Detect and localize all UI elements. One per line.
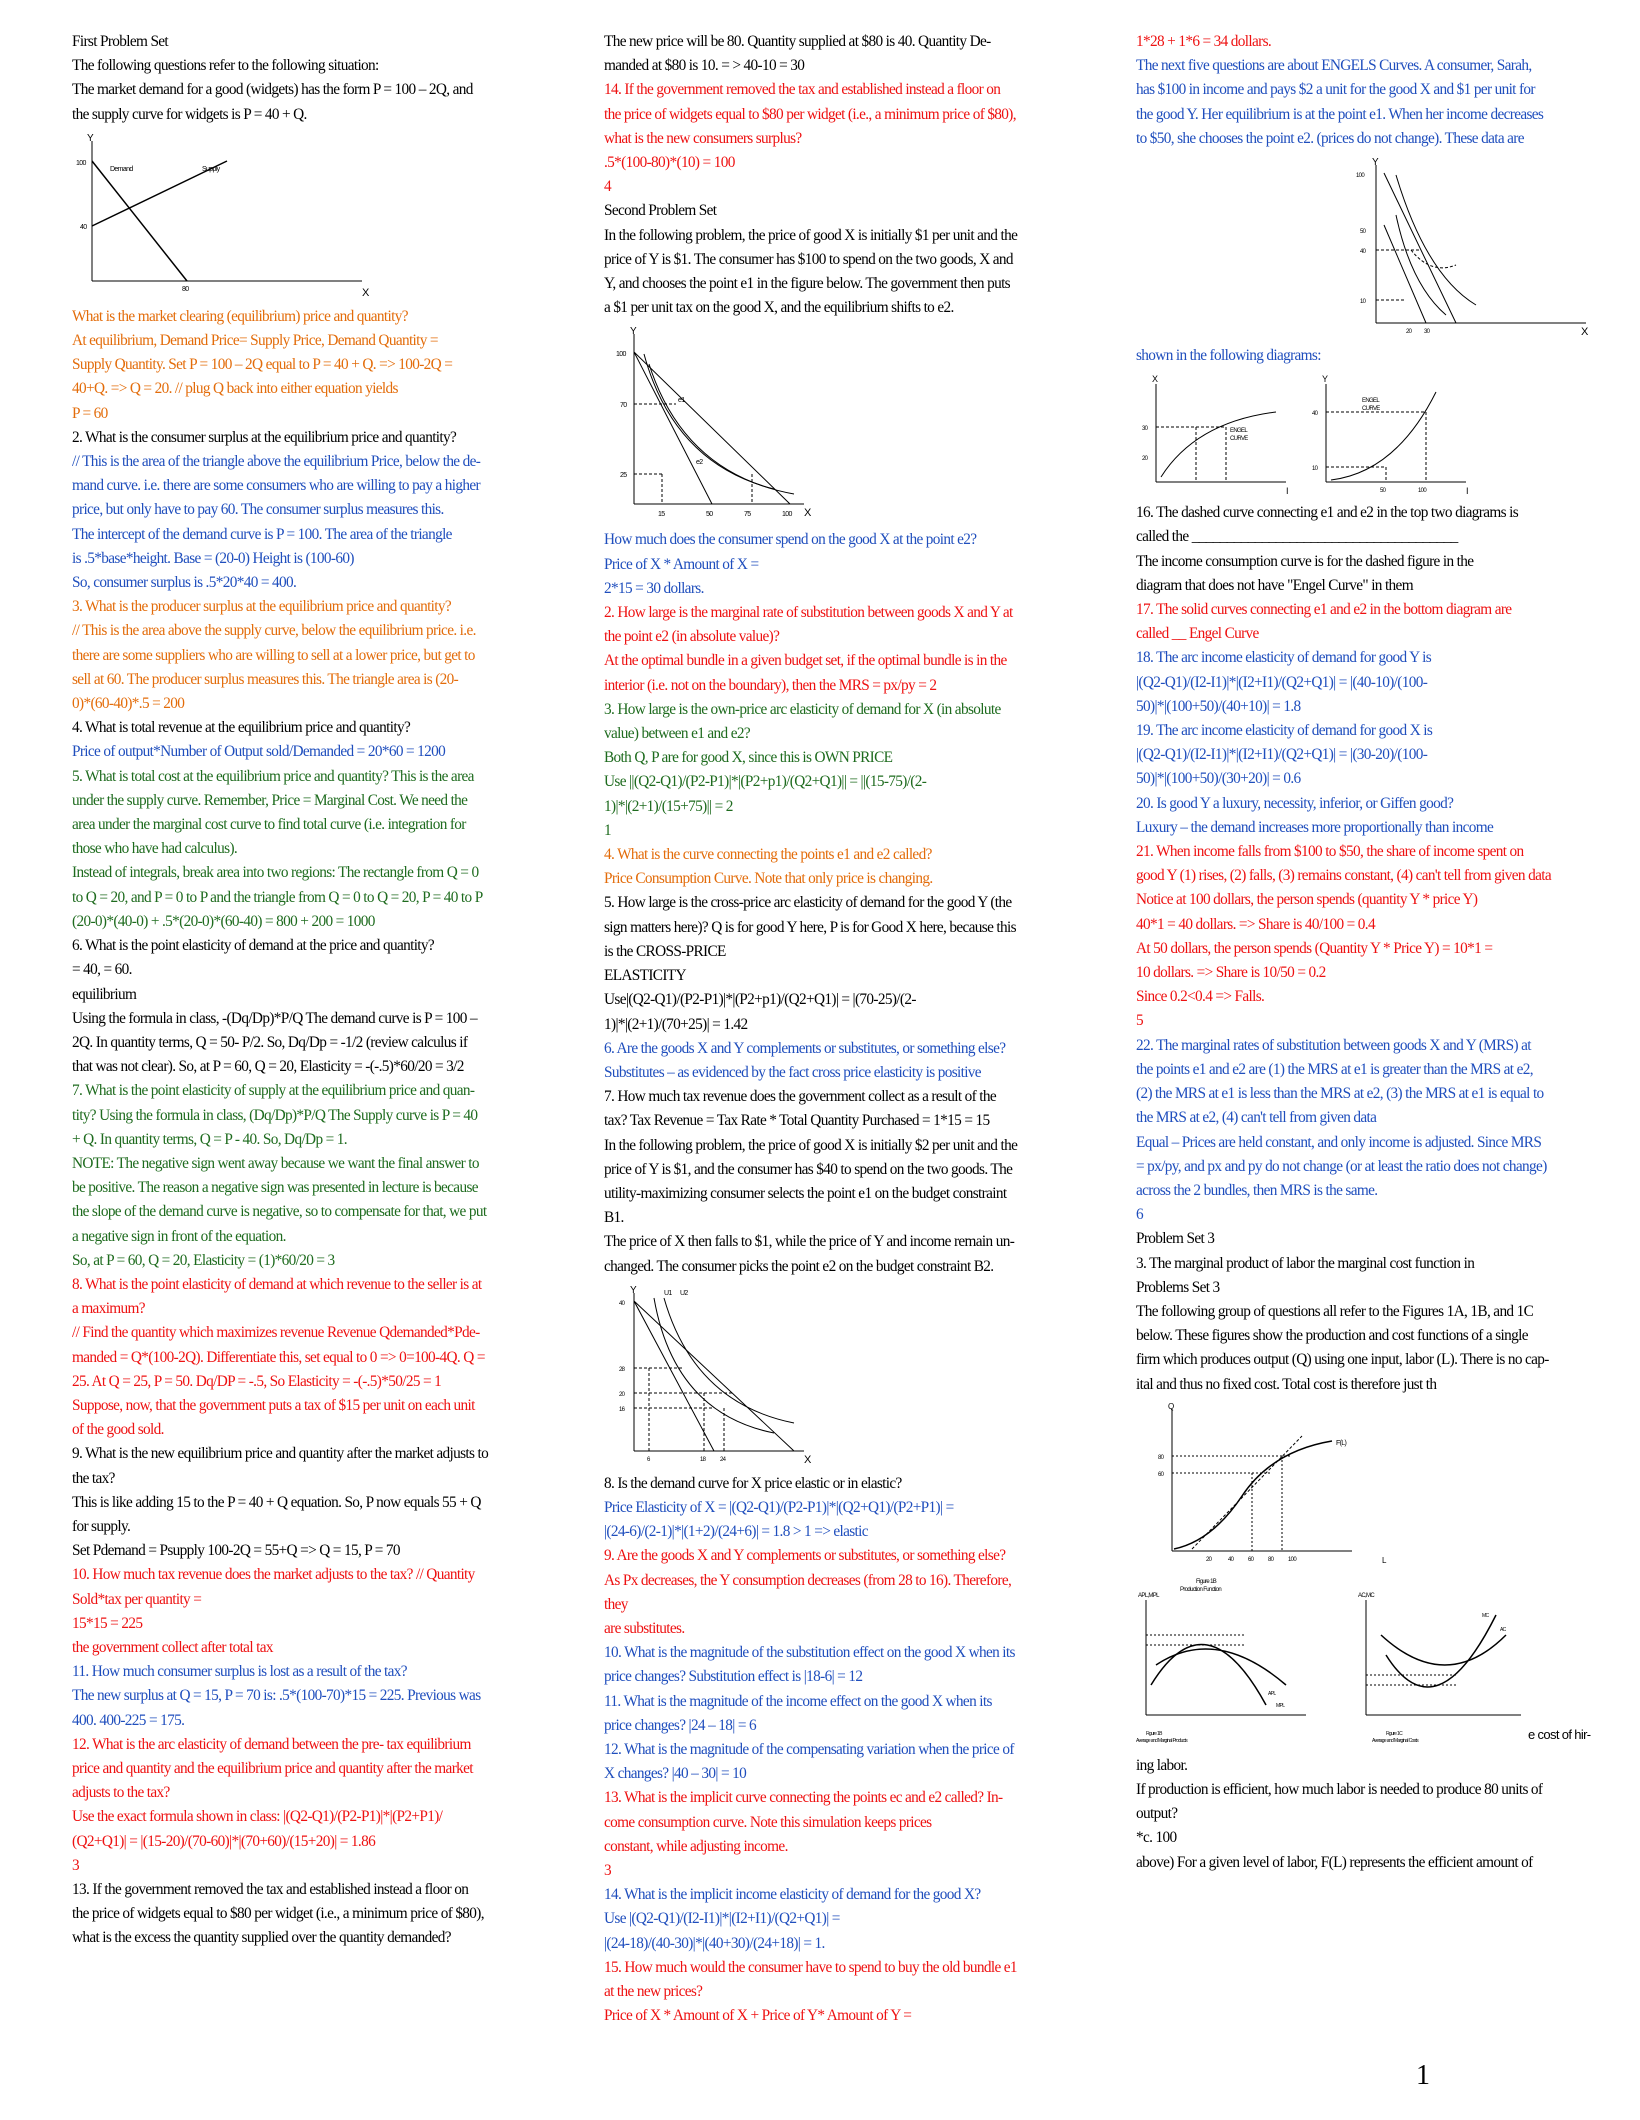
text-line: The income consumption curve is for the dashed figure in the [1136, 552, 1474, 570]
text-line: Notice at 100 dollars, the person spends (quantity Y * price Y) [1136, 891, 1478, 909]
svg-text:X: X [804, 1453, 811, 1466]
text-line: sell at 60. The producer surplus measures this. The triangle area is (20- [72, 670, 459, 688]
svg-text:20: 20 [1142, 456, 1148, 463]
svg-text:20: 20 [1406, 329, 1412, 336]
text-line: ital and thus no fixed cost. Total cost is therefore just th [1136, 1375, 1437, 1393]
text-line: called __ Engel Curve [1136, 625, 1259, 643]
svg-text:40: 40 [619, 1300, 625, 1307]
svg-text:40: 40 [1228, 1556, 1234, 1563]
text-line: price of Y is $1, and the consumer has $40 to spend on the two goods. The [604, 1160, 1013, 1178]
text-line: 11. What is the magnitude of the income effect on the good X when its [604, 1692, 992, 1710]
text-line: How much does the consumer spend on the good X at the point e2? [604, 531, 977, 549]
text-line: that was not clear). So, at P = 60, Q = 20, Elasticity = -(-.5)*60/20 = 3/2 [72, 1058, 464, 1076]
svg-text:U2: U2 [680, 1289, 688, 1297]
text-line: ELASTICITY [604, 967, 686, 985]
svg-text:15: 15 [658, 511, 665, 519]
text-line: Use|(Q2-Q1)/(P2-P1)|*|(P2+p1)/(Q2+Q1)| = |(70-25)/(2- [604, 991, 916, 1009]
text-line: 25. At Q = 25, P = 50. Dq/DP = -.5, So Elasticity = -(-.5)*50/25 = 1 [72, 1372, 442, 1390]
svg-text:Y: Y [630, 1284, 637, 1296]
svg-text:Figure 1C: Figure 1C [1386, 1730, 1403, 1737]
svg-text:50: 50 [706, 511, 713, 519]
text-line: 13. What is the implicit curve connecting the points ec and e2 called? In- [604, 1789, 1003, 1807]
text-line: At equilibrium, Demand Price= Supply Price, Demand Quantity = [72, 332, 438, 350]
svg-text:CURVE: CURVE [1362, 406, 1380, 413]
text-line: adjusts to the tax? [72, 1784, 170, 1802]
svg-text:60: 60 [1248, 1556, 1254, 1563]
text-line: ing labor. [1136, 1756, 1188, 1774]
svg-text:100: 100 [1418, 488, 1427, 495]
svg-text:40: 40 [1360, 249, 1366, 256]
text-line: 4. What is total revenue at the equilibrium price and quantity? [72, 719, 411, 737]
svg-text:100: 100 [76, 159, 86, 167]
text-line: are substitutes. [604, 1619, 685, 1637]
text-line: to Q = 20, and P = 0 to P and the triangle from Q = 0 to Q = 20, P = 40 to P [72, 888, 483, 906]
text-line: constant, while adjusting income. [604, 1837, 788, 1855]
text-line: 5. How large is the cross-price arc elasticity of demand for the good Y (the [604, 894, 1012, 912]
text-line: |(24-6)/(2-1)|*|(1+2)/(24+6)| = 1.8 > 1 => elastic [604, 1523, 868, 1541]
svg-text:ENGEL: ENGEL [1362, 398, 1380, 405]
text-line: 1 [604, 821, 611, 839]
svg-text:I: I [1286, 486, 1288, 497]
text-line: Second Problem Set [604, 202, 717, 220]
text-line: Equal – Prices are held constant, and only income is adjusted. Since MRS [1136, 1133, 1542, 1151]
text-line: the point e2 (in absolute value)? [604, 628, 780, 646]
text-line: the points e1 and e2 are (1) the MRS at e1 is greater than the MRS at e2, [1136, 1060, 1533, 1078]
svg-text:e1: e1 [678, 397, 685, 405]
text-line: At 50 dollars, the person spends (Quantity Y * Price Y) = 10*1 = [1136, 939, 1493, 957]
svg-text:Y: Y [630, 326, 637, 338]
text-line: is .5*base*height. Base = (20-0) Height is (100-60) [72, 549, 354, 567]
text-line: 2. How large is the marginal rate of substitution between goods X and Y at [604, 604, 1013, 622]
text-line: In the following problem, the price of good X is initially $2 per unit and the [604, 1136, 1018, 1154]
text-line: price, but only have to pay 60. The consumer surplus measures this. [72, 501, 444, 519]
svg-text:L: L [1382, 1555, 1386, 1565]
text-line: the price of widgets equal to $80 per widget (i.e., a minimum price of $80), [604, 105, 1016, 123]
svg-text:I: I [1466, 486, 1468, 497]
text-line: at the new prices? [604, 1983, 703, 2000]
text-line: The new price will be 80. Quantity supplied at $80 is 40. Quantity De- [604, 33, 991, 50]
text-line: 4. What is the curve connecting the points e1 and e2 called? [604, 846, 932, 864]
text-line: = 40, = 60. [72, 961, 132, 979]
text-line: The following questions refer to the following situation: [72, 57, 379, 75]
text-line: 6. Are the goods X and Y complements or substitutes, or something else? [604, 1039, 1006, 1057]
text-line: price and quantity and the equilibrium price and quantity after the market [72, 1760, 473, 1777]
svg-text:6: 6 [647, 1456, 650, 1463]
price-consumption-figure [604, 324, 814, 524]
text-line: |(Q2-Q1)/(I2-I1)|*|(I2+I1)/(Q2+Q1)| = |(40-10)/(100- [1136, 673, 1428, 691]
text-line: of the good sold. [72, 1421, 164, 1439]
svg-text:APL,MPL: APL,MPL [1138, 1592, 1159, 1599]
text-line: 7. How much tax revenue does the government collect as a result of the [604, 1088, 997, 1106]
svg-text:100: 100 [782, 511, 792, 519]
text-line: In the following problem, the price of good X is initially $1 per unit and the [604, 226, 1018, 244]
text-line: 40*1 = 40 dollars. => Share is 40/100 = 0.4 [1136, 915, 1375, 933]
svg-text:60: 60 [1158, 1471, 1164, 1478]
text-line: be positive. The reason a negative sign was presented in lecture is because [72, 1179, 478, 1197]
text-line: 15*15 = 225 [72, 1614, 143, 1632]
svg-text:Average and Marginal Costs: Average and Marginal Costs [1372, 1737, 1419, 1744]
text-line: Price Elasticity of X = |(Q2-Q1)/(P2-P1)|*|(Q2+Q1)/(P2+P1)| = [604, 1498, 954, 1516]
text-line: tax? Tax Revenue = Tax Rate * Total Quantity Purchased = 1*15 = 15 [604, 1112, 990, 1130]
svg-text:40: 40 [80, 223, 87, 231]
text-line: diagram that does not have "Engel Curve" in them [1136, 576, 1413, 594]
svg-text:e2: e2 [696, 459, 703, 467]
text-line: 40+Q. => Q = 20. // plug Q back into either equation yields [72, 380, 398, 398]
text-line: // This is the area above the supply curve, below the equilibrium price. i.e. [72, 622, 476, 640]
text-line: Use |(Q2-Q1)/(I2-I1)|*|(I2+I1)/(Q2+Q1)| = [604, 1910, 840, 1928]
text-line: (2) the MRS at e1 is less than the MRS at e2, (3) the MRS at e1 is equal to [1136, 1085, 1544, 1103]
text-line: manded = Q*(100-2Q). Differentiate this, set equal to 0 => 0=100-4Q. Q = [72, 1348, 485, 1366]
text-line: across the 2 bundles, then MRS is the same. [1136, 1181, 1378, 1199]
text-line: the tax? [72, 1469, 115, 1487]
text-line: the good Y. Her equilibrium is at the point e1. When her income decreases [1136, 105, 1544, 123]
text-line: (Q2+Q1)| = |(15-20)/(70-60)|*|(70+60)/(15+20)| = 1.86 [72, 1832, 376, 1850]
text-line: firm which produces output (Q) using one input, labor (L). There is no cap- [1136, 1351, 1549, 1369]
svg-text:30: 30 [1424, 329, 1430, 336]
text-line: a $1 per unit tax on the good X, and the equilibrium shifts to e2. [604, 299, 954, 317]
text-line: 12. What is the magnitude of the compensating variation when the price of [604, 1740, 1014, 1758]
text-line: price of Y is $1. The consumer has $100 to spend on the two goods, X and [604, 250, 1013, 268]
text-line: 5 [1136, 1012, 1143, 1030]
svg-text:ENGEL: ENGEL [1230, 428, 1248, 435]
text-line: a negative sign in front of the equation. [72, 1227, 286, 1245]
svg-text:16: 16 [619, 1406, 625, 1413]
text-line: Luxury – the demand increases more proportionally than income [1136, 818, 1494, 836]
svg-text:Y: Y [1322, 374, 1328, 385]
svg-text:F(L): F(L) [1336, 1439, 1347, 1447]
svg-text:80: 80 [182, 285, 189, 293]
text-line: The next five questions are about ENGELS Curves. A consumer, Sarah, [1136, 57, 1532, 75]
text-line: 3 [604, 1861, 611, 1879]
text-line: 15. How much would the consumer have to spend to buy the old bundle e1 [604, 1958, 1017, 1976]
text-line: The market demand for a good (widgets) has the form P = 100 – 2Q, and [72, 81, 473, 99]
svg-text:Figure 1B: Figure 1B [1196, 1578, 1217, 1585]
text-line: Since 0.2<0.4 => Falls. [1136, 988, 1265, 1006]
svg-text:20: 20 [619, 1391, 625, 1398]
text-line: // This is the area of the triangle above the equilibrium Price, below the de- [72, 453, 481, 471]
svg-text:75: 75 [744, 511, 751, 519]
text-line: 3 [72, 1856, 79, 1874]
text-line: (20-0)*(40-0) + .5*(20-0)*(60-40) = 800 + 200 = 1000 [72, 912, 375, 930]
text-line: What is the market clearing (equilibrium) price and quantity? [72, 307, 408, 325]
text-line: Use ||(Q2-Q1)/(P2-P1)|*|(P2+p1)/(Q2+Q1)|| = ||(15-75)/(2- [604, 773, 927, 791]
text-line: called the ______________________________________ [1136, 528, 1458, 546]
svg-text:100: 100 [616, 351, 626, 359]
text-line: // Find the quantity which maximizes revenue Revenue Qdemanded*Pde- [72, 1324, 480, 1342]
text-line: The following group of questions all refer to the Figures 1A, 1B, and 1C [1136, 1302, 1534, 1320]
text-line: As Px decreases, the Y consumption decreases (from 28 to 16). Therefore, [604, 1571, 1012, 1589]
text-line: The price of X then falls to $1, while the price of Y and income remain un- [604, 1233, 1015, 1251]
text-line: Substitutes – as evidenced by the fact cross price elasticity is positive [604, 1063, 981, 1081]
svg-text:X: X [804, 507, 811, 520]
text-line: 6 [1136, 1206, 1143, 1224]
svg-text:MC: MC [1482, 1612, 1489, 1619]
text-line: 3. How large is the own-price arc elasticity of demand for X (in absolute [604, 700, 1001, 718]
text-line: Price of output*Number of Output sold/Demanded = 20*60 = 1200 [72, 743, 446, 761]
text-line: mand curve. i.e. there are some consumers who are willing to pay a higher [72, 477, 480, 495]
column-1 [72, 30, 542, 1951]
text-line: price changes? |24 – 18| = 6 [604, 1716, 757, 1734]
text-line: 400. 400-225 = 175. [72, 1711, 185, 1729]
text-line: the price of widgets equal to $80 per widget (i.e., a minimum price of $80), [72, 1905, 484, 1923]
text-line: 5. What is total cost at the equilibrium price and quantity? This is the area [72, 767, 474, 785]
text-line: good Y (1) rises, (2) falls, (3) remains constant, (4) can't tell from given data [1136, 867, 1551, 885]
text-line: X changes? |40 – 30| = 10 [604, 1765, 747, 1783]
text-line: equilibrium [72, 985, 137, 1003]
income-consumption-figure [1156, 155, 1596, 340]
svg-text:28: 28 [619, 1366, 625, 1373]
svg-text:25: 25 [620, 472, 627, 480]
text-line: is the CROSS-PRICE [604, 942, 726, 960]
text-line: So, at P = 60, Q = 20, Elasticity = (1)*60/20 = 3 [72, 1251, 335, 1269]
text-line: the slope of the demand curve is negative, so to compensate for that, we put [72, 1203, 487, 1221]
text-line: value) between e1 and e2? [604, 725, 750, 743]
text-line: price changes? Substitution effect is |18-6| = 12 [604, 1668, 863, 1686]
text-line: output? [1136, 1805, 1178, 1823]
production-function-figure [1152, 1401, 1392, 1571]
text-line: 11. How much consumer surplus is lost as a result of the tax? [72, 1663, 407, 1681]
text-line: The intercept of the demand curve is P = 100. The area of the triangle [72, 525, 452, 543]
svg-text:Production Function: Production Function [1180, 1586, 1222, 1593]
text-line: 19. The arc income elasticity of demand for good X is [1136, 722, 1433, 740]
svg-text:X: X [1581, 326, 1588, 339]
text-line: 10. What is the magnitude of the substitution effect on the good X when its [604, 1644, 1015, 1662]
text-line: *c. 100 [1136, 1829, 1177, 1847]
text-line: for supply. [72, 1517, 131, 1535]
text-line: has $100 in income and pays $2 a unit for the good X and $1 per unit for [1136, 81, 1535, 99]
text-line: 10 dollars. => Share is 10/50 = 0.2 [1136, 964, 1326, 982]
text-line: utility-maximizing consumer selects the point e1 on the budget constraint [604, 1184, 1007, 1202]
text-line: Y, and chooses the point e1 in the figure below. The government then puts [604, 275, 1010, 293]
text-line: what is the excess the quantity supplied over the quantity demanded? [72, 1929, 451, 1947]
text-line: At the optimal bundle in a given budget set, if the optimal bundle is in the [604, 652, 1007, 670]
text-line: If production is efficient, how much labor is needed to produce 80 units of [1136, 1780, 1543, 1798]
svg-text:10: 10 [1312, 466, 1318, 473]
text-line: 4 [604, 178, 611, 196]
text-line: Using the formula in class, -(Dq/Dp)*P/Q The demand curve is P = 100 – [72, 1009, 477, 1027]
text-line: manded at $80 is 10. = > 40-10 = 30 [604, 57, 805, 75]
text-line: 2*15 = 30 dollars. [604, 579, 704, 597]
text-line: 0)*(60-40)*.5 = 200 [72, 695, 185, 713]
svg-text:CURVE: CURVE [1230, 436, 1248, 443]
text-line: 9. What is the new equilibrium price and quantity after the market adjusts to [72, 1445, 489, 1463]
text-line: 12. What is the arc elasticity of demand between the pre- tax equilibrium [72, 1735, 471, 1753]
text-line: area under the marginal cost curve to find total curve (i.e. integration for [72, 816, 466, 834]
text-line: 20. Is good Y a luxury, necessity, inferior, or Giffen good? [1136, 794, 1454, 812]
engel-curves-figure [1136, 372, 1496, 497]
text-line: a maximum? [72, 1300, 145, 1318]
page-number: 1 [1416, 2060, 1430, 2091]
svg-text:24: 24 [720, 1456, 726, 1463]
text-line: P = 60 [72, 404, 108, 422]
svg-text:80: 80 [1268, 1556, 1274, 1563]
text-line: So, consumer surplus is .5*20*40 = 400. [72, 574, 297, 592]
svg-text:70: 70 [620, 402, 627, 410]
svg-text:20: 20 [1206, 1556, 1212, 1563]
text-line: 17. The solid curves connecting e1 and e2 in the bottom diagram are [1136, 601, 1512, 619]
svg-text:18: 18 [700, 1456, 706, 1463]
svg-text:Supply: Supply [202, 165, 220, 173]
svg-text:40: 40 [1312, 411, 1318, 418]
svg-text:Figure 1B: Figure 1B [1146, 1730, 1162, 1737]
column-3 [1136, 30, 1606, 1875]
text-line: 8. Is the demand curve for X price elastic or in elastic? [604, 1474, 902, 1492]
text-line: + Q. In quantity terms, Q = P - 40. So, Dq/Dp = 1. [72, 1130, 347, 1148]
text-line: Set Pdemand = Psupply 100-2Q = 55+Q => Q = 15, P = 70 [72, 1542, 400, 1560]
text-line: changed. The consumer picks the point e2 on the budget constraint B2. [604, 1257, 994, 1275]
text-line: those who have had calculus). [72, 840, 238, 858]
text-line: they [604, 1595, 628, 1613]
text-line: The new surplus at Q = 15, P = 70 is: .5*(100-70)*15 = 225. Previous was [72, 1687, 481, 1705]
svg-text:MPL: MPL [1276, 1702, 1285, 1709]
text-line: under the supply curve. Remember, Price = Marginal Cost. We need the [72, 791, 468, 809]
text-line: B1. [604, 1209, 624, 1227]
svg-text:X: X [1152, 374, 1158, 385]
text-line: sign matters here)? Q is for good Y here, P is for Good X here, because this [604, 918, 1016, 936]
svg-text:100: 100 [1288, 1556, 1297, 1563]
text-line: 3. The marginal product of labor the marginal cost function in [1136, 1254, 1475, 1272]
text-line: Problems Set 3 [1136, 1278, 1220, 1296]
text-line: 1)|*|(2+1)/(15+75)|| = 2 [604, 797, 733, 815]
svg-text:Y: Y [87, 132, 94, 144]
text-line: 7. What is the point elasticity of supply at the equilibrium price and quan- [72, 1082, 475, 1100]
text-line: 50)|*|(100+50)/(30+20)| = 0.6 [1136, 770, 1301, 788]
text-line: shown in the following diagrams: [1136, 347, 1321, 365]
text-line: the MRS at e2, (4) can't tell from given data [1136, 1109, 1377, 1127]
text-line: 50)|*|(100+50)/(40+10)| = 1.8 [1136, 697, 1301, 715]
svg-text:e cost of hir-: e cost of hir- [1528, 1726, 1591, 1742]
text-line: the government collect after total tax [72, 1638, 273, 1656]
svg-text:X: X [362, 286, 369, 299]
supply-demand-figure [72, 131, 372, 301]
text-line: 14. What is the implicit income elasticity of demand for the good X? [604, 1886, 981, 1904]
svg-text:50: 50 [1360, 229, 1366, 236]
text-line: come consumption curve. Note this simulation keeps prices [604, 1813, 932, 1831]
text-line: Both Q, P are for good X, since this is OWN PRICE [604, 749, 893, 767]
text-line: Instead of integrals, break area into two regions: The rectangle from Q = 0 [72, 864, 479, 882]
text-line: tity? Using the formula in class, (Dq/Dp)*P/Q The Supply curve is P = 40 [72, 1106, 478, 1124]
text-line: = px/py, and px and py do not change (or at least the ratio does not change) [1136, 1157, 1547, 1175]
text-line: there are some suppliers who are willing to sell at a lower price, but get to [72, 646, 475, 664]
text-line: below. These figures show the production and cost functions of a single [1136, 1327, 1528, 1345]
column-2 [604, 30, 1074, 2028]
text-line: First Problem Set [72, 33, 169, 50]
text-line: 18. The arc income elasticity of demand for good Y is [1136, 649, 1432, 667]
text-line: 16. The dashed curve connecting e1 and e2 in the top two diagrams is [1136, 504, 1519, 522]
text-line: Suppose, now, that the government puts a tax of $15 per unit on each unit [72, 1396, 475, 1414]
text-line: Use the exact formula shown in class: |(Q2-Q1)/(P2-P1)|*|(P2+P1)/ [72, 1808, 443, 1826]
text-line: 10. How much tax revenue does the market adjusts to the tax? // Quantity [72, 1566, 475, 1584]
text-line: above) For a given level of labor, F(L) represents the efficient amount of [1136, 1853, 1533, 1871]
text-line: 21. When income falls from $100 to $50, the share of income spent on [1136, 843, 1524, 861]
svg-text:U1: U1 [664, 1289, 672, 1297]
text-line: interior (i.e. not on the boundary), then the MRS = px/py = 2 [604, 676, 937, 694]
average-marginal-figures [1136, 1575, 1606, 1750]
text-line: Supply Quantity. Set P = 100 – 2Q equal to P = 40 + Q. => 100-2Q = [72, 356, 453, 374]
svg-text:APL: APL [1268, 1690, 1276, 1697]
text-line: This is like adding 15 to the P = 40 + Q equation. So, P now equals 55 + Q [72, 1493, 481, 1511]
text-line: 2. What is the consumer surplus at the equilibrium price and quantity? [72, 428, 457, 446]
svg-text:100: 100 [1356, 173, 1365, 180]
text-line: 14. If the government removed the tax and established instead a floor on [604, 81, 1001, 99]
text-line: .5*(100-80)*(10) = 100 [604, 154, 735, 172]
text-line: 9. Are the goods X and Y complements or substitutes, or something else? [604, 1547, 1006, 1565]
text-line: Price of X * Amount of X + Price of Y* Amount of Y = [604, 2007, 912, 2025]
svg-text:Demand: Demand [110, 165, 133, 173]
text-line: 1)|*|(2+1)/(70+25)| = 1.42 [604, 1015, 748, 1033]
text-line: NOTE: The negative sign went away because we want the final answer to [72, 1154, 479, 1172]
svg-text:30: 30 [1142, 426, 1148, 433]
text-line: 22. The marginal rates of substitution between goods X and Y (MRS) at [1136, 1036, 1531, 1054]
budget-constraint-figure [604, 1283, 814, 1468]
text-line: 3. What is the producer surplus at the equilibrium price and quantity? [72, 598, 452, 616]
text-line: |(24-18)/(40-30)|*|(40+30)/(24+18)| = 1. [604, 1934, 825, 1952]
text-line: 2Q. In quantity terms, Q = 50- P/2. So, Dq/Dp = -1/2 (review calculus if [72, 1033, 468, 1051]
svg-text:10: 10 [1360, 299, 1366, 306]
svg-text:80: 80 [1158, 1454, 1164, 1461]
svg-text:Q: Q [1168, 1401, 1174, 1411]
svg-text:Y: Y [1372, 157, 1379, 169]
svg-text:AC: AC [1500, 1626, 1506, 1633]
text-line: the supply curve for widgets is P = 40 + Q. [72, 105, 307, 123]
text-line: Price Consumption Curve. Note that only price is changing. [604, 870, 933, 888]
svg-text:AC,MC: AC,MC [1358, 1592, 1375, 1599]
svg-text:50: 50 [1380, 488, 1386, 495]
text-line: 8. What is the point elasticity of demand at which revenue to the seller is at [72, 1275, 482, 1293]
svg-text:Average and Marginal Products: Average and Marginal Products [1136, 1737, 1188, 1744]
text-line: 6. What is the point elasticity of demand at the price and quantity? [72, 937, 435, 955]
text-line: |(Q2-Q1)/(I2-I1)|*|(I2+I1)/(Q2+Q1)| = |(30-20)/(100- [1136, 746, 1428, 764]
text-line: 1*28 + 1*6 = 34 dollars. [1136, 33, 1272, 50]
text-line: Price of X * Amount of X = [604, 555, 759, 573]
text-line: what is the new consumers surplus? [604, 129, 802, 147]
text-line: Sold*tax per quantity = [72, 1590, 202, 1608]
text-line: 13. If the government removed the tax and established instead a floor on [72, 1881, 469, 1899]
text-line: Problem Set 3 [1136, 1230, 1215, 1248]
text-line: to $50, she chooses the point e2. (prices do not change). These data are [1136, 129, 1524, 147]
